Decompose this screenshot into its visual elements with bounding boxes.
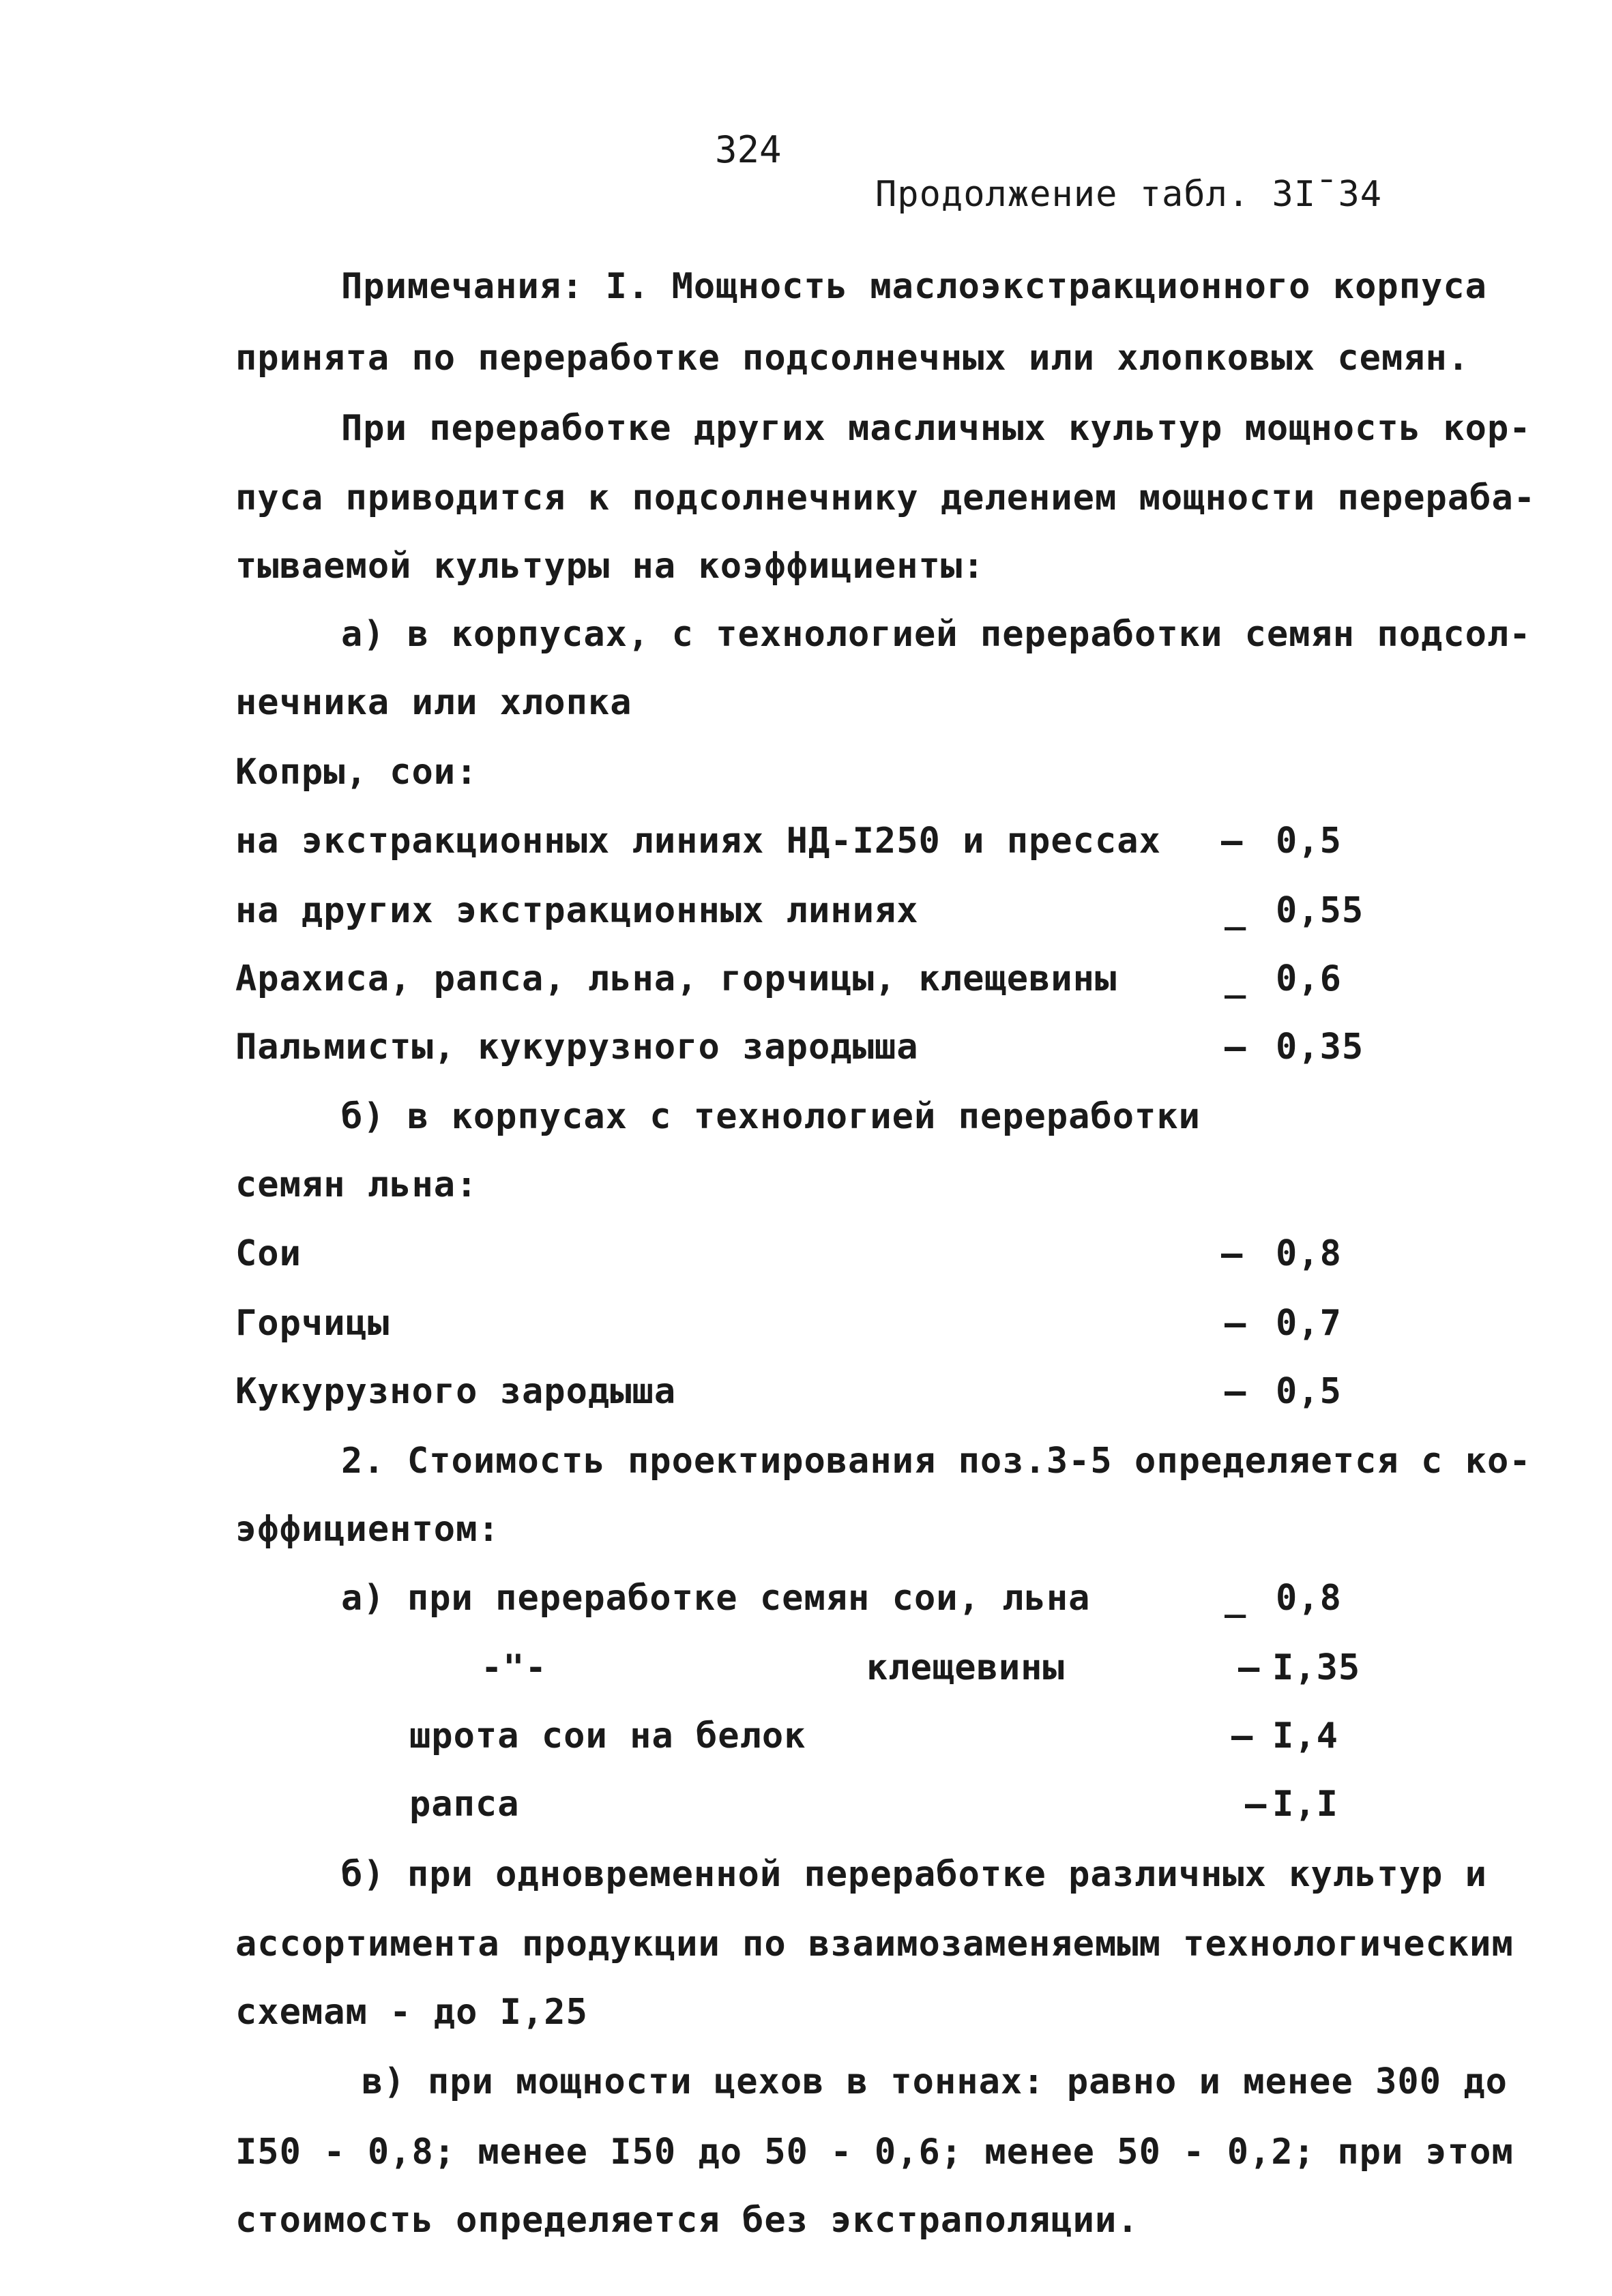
ditto-mark: -"- xyxy=(481,1647,547,1688)
note2v-line2: I50 - 0,8; менее I50 до 50 - 0,6; менее 50 - 0,2; при этом xyxy=(235,2132,1514,2173)
coef-row-label: на экстракционных линиях НД-I250 и прессах xyxy=(235,821,1161,862)
coef-row-value: I,I xyxy=(1272,1784,1338,1825)
para1-line2: пуса приводится к подсолнечнику делением мощности перераба- xyxy=(235,477,1536,518)
coef-row-label: Арахиса, рапса, льна, горчицы, клещевины xyxy=(235,958,1117,999)
coef-row-dash: – xyxy=(1245,1784,1267,1825)
coef-row-value: 0,7 xyxy=(1276,1303,1342,1344)
coef-row-value: 0,5 xyxy=(1276,821,1342,862)
note2-line1: 2. Стоимость проектирования поз.3-5 определяется с ко- xyxy=(341,1441,1532,1482)
subitem-b-line2: семян льна: xyxy=(235,1164,478,1205)
para1-line3: тываемой культуры на коэффициенты: xyxy=(235,546,985,587)
note2v-line1: в) при мощности цехов в тоннах: равно и менее 300 до xyxy=(362,2061,1508,2102)
coef-row-dash: — xyxy=(1225,1303,1247,1344)
coef-row-label: клещевины xyxy=(866,1647,1065,1688)
coef-row-value: I,35 xyxy=(1272,1647,1361,1688)
coef-row-label: рапса xyxy=(409,1784,520,1825)
coef-row-value: 0,55 xyxy=(1276,890,1364,931)
coef-row-dash: – xyxy=(1231,1716,1254,1756)
note2b-line2: ассортимента продукции по взаимозаменяемым технологическим xyxy=(235,1924,1514,1964)
subitem-a-line2: нечника или хлопка xyxy=(235,682,632,723)
coef-row-label: шрота сои на белок xyxy=(409,1716,806,1756)
coef-row-label: Горчицы xyxy=(235,1303,390,1344)
coef-row-dash: – xyxy=(1221,821,1244,862)
coef-row-value: 0,5 xyxy=(1276,1371,1342,1412)
coef-row-dash: – xyxy=(1238,1647,1261,1688)
page-number: 324 xyxy=(715,128,782,171)
subitem-a-line1: а) в корпусах, с технологией переработки семян подсол- xyxy=(341,614,1532,655)
note2b-line1: б) при одновременной переработке различных культур и xyxy=(341,1854,1487,1895)
coef-row-label: Сои xyxy=(235,1233,302,1274)
note1-line1: Примечания: I. Мощность маслоэкстракционного корпуса xyxy=(341,266,1487,307)
para1-line1: При переработке других масличных культур мощность кор- xyxy=(341,408,1532,449)
coef-row-value: 0,6 xyxy=(1276,958,1342,999)
coef-row-dash: — xyxy=(1225,1371,1247,1412)
note2v-line3: стоимость определяется без экстраполяции. xyxy=(235,2200,1139,2241)
table-continuation-label: Продолжение табл. 3I¯34 xyxy=(875,174,1383,215)
coef-row-dash: _ xyxy=(1225,890,1247,931)
coef-row-dash: _ xyxy=(1225,958,1247,999)
coef-row-dash: _ xyxy=(1225,1578,1247,1619)
coef-row-dash: – xyxy=(1221,1233,1244,1274)
subitem-b-line1: б) в корпусах с технологией переработки xyxy=(341,1096,1201,1137)
coef-row-label: Пальмисты, кукурузного зародыша xyxy=(235,1027,919,1068)
note2b-line3: схемам - до I,25 xyxy=(235,1992,588,2033)
coef-row-value: I,4 xyxy=(1272,1716,1338,1756)
note2-line2: эффициентом: xyxy=(235,1509,500,1550)
coef-row-label: Кукурузного зародыша xyxy=(235,1371,677,1412)
coef-row-label: а) при переработке семян сои, льна xyxy=(341,1578,1091,1619)
coef-row-value: 0,8 xyxy=(1276,1233,1342,1274)
coef-row-value: 0,35 xyxy=(1276,1027,1364,1068)
coef-row-value: 0,8 xyxy=(1276,1578,1342,1619)
coef-row-label: на других экстракционных линиях xyxy=(235,890,919,931)
note1-line2: принята по переработке подсолнечных или хлопковых семян. xyxy=(235,338,1470,379)
coef-row-dash: — xyxy=(1225,1027,1247,1068)
subitem-a-group-label: Копры, сои: xyxy=(235,752,478,793)
